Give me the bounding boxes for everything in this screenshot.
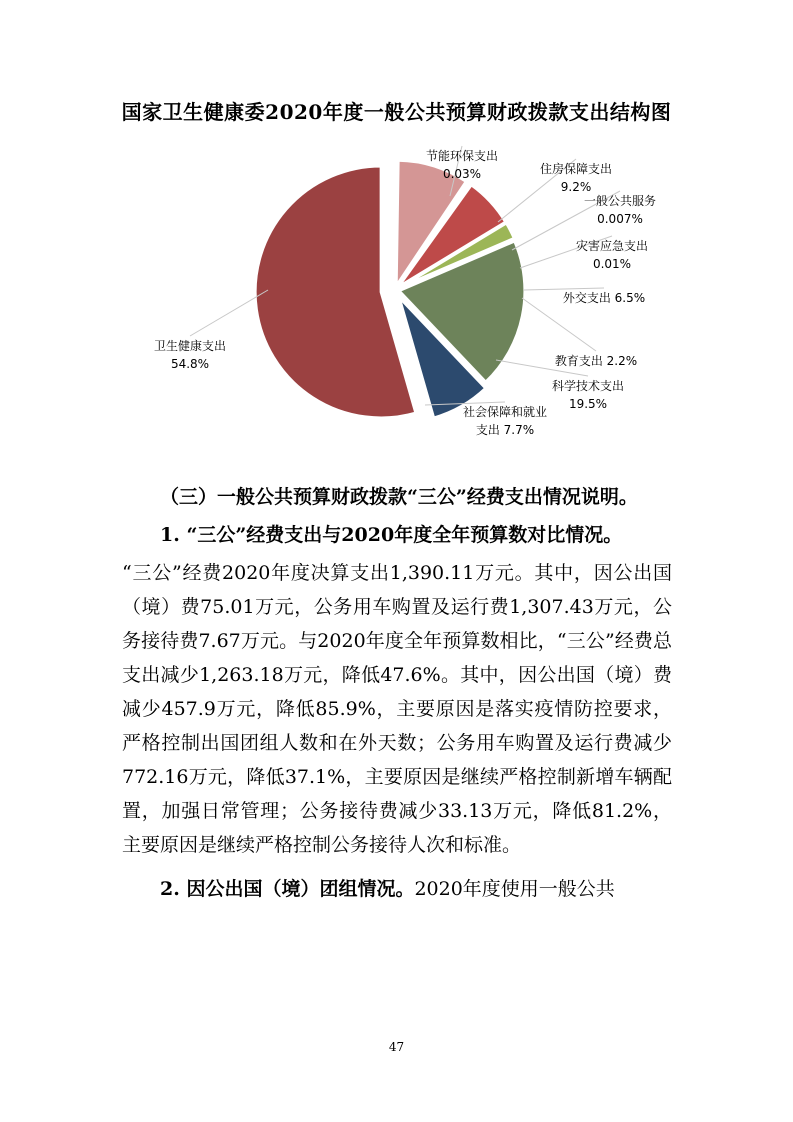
- leader-line: [524, 288, 604, 290]
- slice-label: 19.5%: [568, 397, 608, 411]
- item1-heading: 1. “三公”经费支出与2020年度全年预算数对比情况。: [160, 524, 623, 546]
- slice-label: 灾害应急支出: [575, 239, 649, 253]
- item2-body: 2020年度使用一般公共: [414, 878, 615, 900]
- chart-title: 国家卫生健康委2020年度一般公共预算财政拨款支出结构图: [121, 100, 672, 124]
- item2-heading: 2. 因公出国（境）团组情况。: [160, 878, 415, 900]
- slice-label: 0.01%: [592, 257, 632, 271]
- pie-chart: [0, 0, 793, 460]
- slice-label: 一般公共服务: [583, 194, 657, 208]
- slice-label: 社会保障和就业: [462, 405, 548, 419]
- slice-label: 54.8%: [170, 357, 210, 371]
- body-text: [122, 480, 672, 906]
- slice-label: 支出 7.7%: [475, 423, 535, 437]
- slice-label: 住房保障支出: [539, 162, 613, 176]
- slice-label: 9.2%: [560, 180, 592, 194]
- slice-label: 节能环保支出: [425, 149, 499, 163]
- slice-label: 教育支出 2.2%: [554, 354, 638, 368]
- item1-body: “三公”经费2020年度决算支出1,390.11万元。其中，因公出国（境）费75.01万元，公务用车购置及运行费1,307.43万元，公务接待费7.67万元。与2020年度全年预算数相比，“三公”经费总支出减少1,263.18万元，降低47.6%。其中，因公出国（境）费减少457.9万元，降低85.9%，主要原因是落实疫情防控要求，严格控制出国团组人数和在外天数；公务用车购置及运行费减少772.16万元，降低37.1%，主要原因是继续严格控制新增车辆配置，加强日常管理；公务接待费减少33.13万元，降低81.2%，主要原因是继续严格控制公务接待人次和标准。: [122, 562, 672, 856]
- slice-label: 卫生健康支出: [153, 339, 227, 353]
- slice-label: 0.03%: [442, 167, 482, 181]
- leader-line: [522, 298, 596, 351]
- slice-label: 0.007%: [597, 212, 643, 226]
- page-number: 47: [388, 1040, 405, 1054]
- pie-slice: [255, 166, 416, 418]
- slice-label: 科学技术支出: [551, 379, 625, 393]
- item2-paragraph: [122, 872, 672, 906]
- section-heading: （三）一般公共预算财政拨款“三公”经费支出情况说明。: [160, 486, 638, 508]
- slice-label: 外交支出 6.5%: [562, 291, 646, 305]
